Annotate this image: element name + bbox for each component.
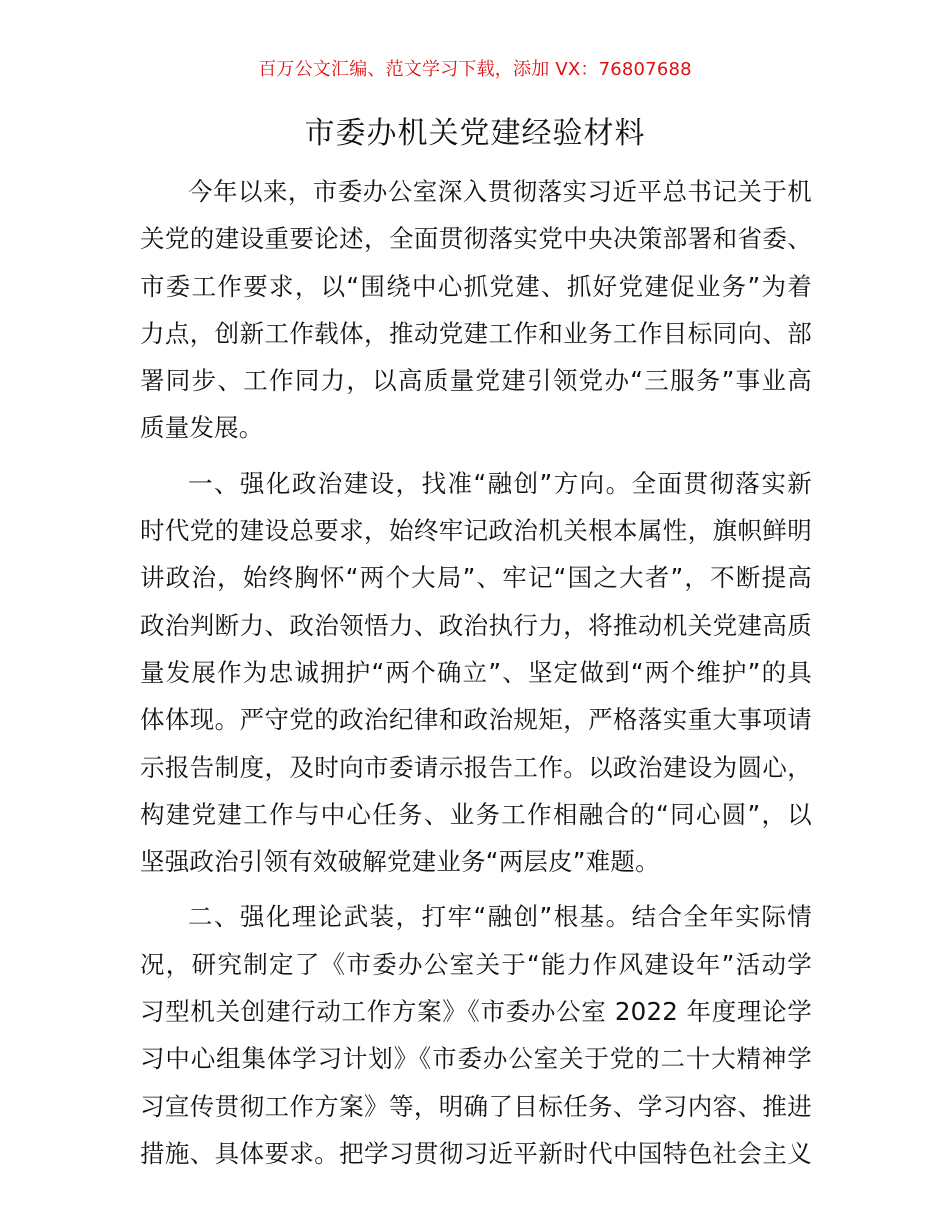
text-line: 时代党的建设总要求，始终牢记政治机关根本属性，旗帜鲜明 — [140, 516, 812, 546]
text-line: 措施、具体要求。把学习贯彻习近平新时代中国特色社会主义 — [140, 1138, 812, 1168]
text-line: 构建党建工作与中心任务、业务工作相融合的“同心圆”，以 — [140, 799, 812, 829]
text-line: 体体现。严守党的政治纪律和政治规矩，严格落实重大事项请 — [140, 705, 812, 735]
text-line: 况，研究制定了《市委办公室关于“能力作风建设年”活动学 — [140, 949, 812, 979]
text-line: 量发展作为忠诚拥护“两个确立”、坚定做到“两个维护”的具 — [140, 657, 812, 687]
document-body — [140, 168, 812, 1177]
paragraph-spacer — [140, 885, 812, 893]
section-heading-line: 二、强化理论武装，打牢“融创”根基。结合全年实际情 — [188, 902, 812, 932]
text-line: 关党的建设重要论述，全面贯彻落实党中央决策部署和省委、 — [140, 224, 812, 254]
watermark-banner: 百万公文汇编、范文学习下载，添加 VX：76807688 — [258, 59, 692, 80]
paragraph-section-2 — [140, 893, 812, 1177]
text-line: 今年以来，市委办公室深入贯彻落实习近平总书记关于机 — [188, 177, 812, 206]
text-line: 讲政治，始终胸怀“两个大局”、牢记“国之大者”，不断提高 — [140, 563, 812, 593]
text-line: 力点，创新工作载体，推动党建工作和业务工作目标同向、部 — [140, 318, 812, 348]
paragraph-spacer — [140, 452, 812, 460]
section-heading-line: 一、强化政治建设，找准“融创”方向。全面贯彻落实新 — [188, 468, 812, 498]
text-line: 习中心组集体学习计划》《市委办公室关于党的二十大精神学 — [140, 1044, 812, 1074]
text-line: 质量发展。 — [140, 413, 264, 443]
text-line: 政治判断力、政治领悟力、政治执行力，将推动机关党建高质 — [140, 610, 812, 640]
text-line: 习宣传贯彻工作方案》等，明确了目标任务、学习内容、推进 — [140, 1091, 812, 1121]
text-line: 市委工作要求，以“围绕中心抓党建、抓好党建促业务”为着 — [140, 271, 812, 301]
text-line: 示报告制度，及时向市委请示报告工作。以政治建设为圆心， — [140, 752, 812, 782]
text-line: 习型机关创建行动工作方案》《市委办公室 2022 年度理论学 — [140, 997, 812, 1027]
text-line: 署同步、工作同力，以高质量党建引领党办“三服务”事业高 — [140, 366, 812, 396]
text-line: 坚强政治引领有效破解党建业务“两层皮”难题。 — [140, 847, 660, 877]
document-title: 市委办机关党建经验材料 — [304, 116, 646, 151]
paragraph-section-1 — [140, 460, 812, 886]
paragraph-intro — [140, 168, 812, 452]
